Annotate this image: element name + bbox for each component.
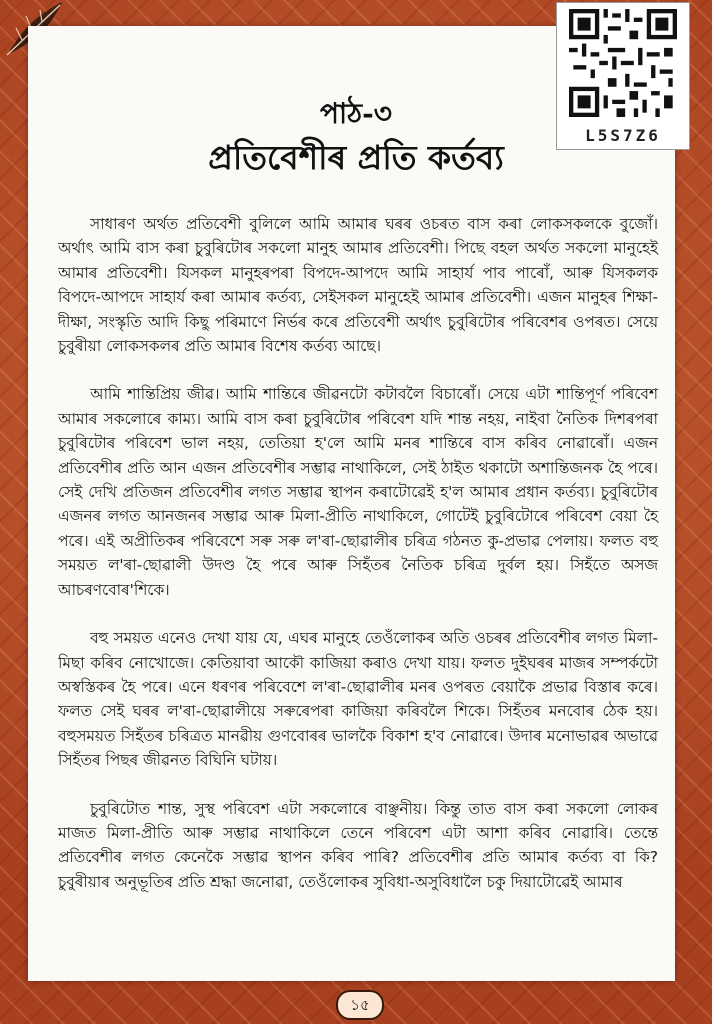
page-number: ১৫: [336, 990, 384, 1020]
paragraph: চুবুৰিটোত শান্ত, সুস্থ পৰিবেশ এটা সকলোৰে বাঞ্ছনীয়। কিন্তু তাত বাস কৰা সকলো লোকৰ মাজত মিলা-প্ৰীতি আৰু সম্ভাৱ নাথাকিলে তেনে পৰিবেশ এটা আশা কৰিব নোৱাৰি। তেন্তে প্ৰতিবেশীৰ লগত কেনেকৈ সম্ভাৱ স্থাপন কৰিব পাৰি? প্ৰতিবেশীৰ প্ৰতি আমাৰ কৰ্তব্য বা কি? চুবুৰীয়াৰ অনুভূতিৰ প্ৰতি শ্ৰদ্ধা জনোৱা, তেওঁলোকৰ সুবিধা-অসুবিধালৈ চকু দিয়াটোৱেই আমাৰ: [58, 799, 658, 891]
page-title: প্ৰতিবেশীৰ প্ৰতি কৰ্তব্য: [208, 138, 504, 177]
body-text: [58, 212, 658, 918]
lesson-label: পাঠ-৩: [320, 97, 392, 130]
paragraph: সাধাৰণ অৰ্থত প্ৰতিবেশী বুলিলে আমি আমাৰ ঘৰৰ ওচৰত বাস কৰা লোকসকলকে বুজোঁ। অৰ্থাৎ আমি বাস কৰা চুবুৰিটোৰ সকলো মানুহ আমাৰ প্ৰতিবেশী। পিছে বহল অৰ্থত সকলো মানুহেই আমাৰ প্ৰতিবেশী। যিসকল মানুহৰপৰা বিপদে-আপদে আমি সাহাৰ্য পাব পাৰোঁ, আৰু যিসকলক বিপদে-আপদে সাহাৰ্য কৰা আমাৰ কৰ্তব্য, সেইসকল মানুহেই আমাৰ প্ৰতিবেশী। এজন মানুহৰ শিক্ষা-দীক্ষা, সংস্কৃতি আদি কিছু পৰিমাণে নিৰ্ভৰ কৰে প্ৰতিবেশী অৰ্থাৎ চুবুৰিটোৰ পৰিবেশৰ ওপৰত। সেয়ে চুবুৰীয়া লোকসকলৰ প্ৰতি আমাৰ বিশেষ কৰ্তব্য আছে।: [58, 215, 658, 356]
paragraph: আমি শান্তিপ্ৰিয় জীৱ। আমি শান্তিৰে জীৱনটো কটাবলৈ বিচাৰোঁ। সেয়ে এটা শান্তিপূৰ্ণ পৰিবেশ আমাৰ সকলোৰে কাম্য। আমি বাস কৰা চুবুৰিটোৰ পৰিবেশ যদি শান্ত নহয়, নাইবা নৈতিক দিশৰপৰা চুবুৰিটোৰ পৰিবেশ ভাল নহয়, তেতিয়া হ'লে আমি মনৰ শান্তিৰে বাস কৰিব নোৱাৰোঁ। এজন প্ৰতিবেশীৰ প্ৰতি আন এজন প্ৰতিবেশীৰ সম্ভাৱ নাথাকিলে, সেই ঠাইত থকাটো অশান্তিজনক হৈ পৰে। সেই দেখি প্ৰতিজন প্ৰতিবেশীৰ লগত সম্ভাৱ স্থাপন কৰাটোৱেই হ'ল আমাৰ প্ৰধান কৰ্তব্য। চুবুৰিটোৰ এজনৰ লগত আনজনৰ সম্ভাৱ আৰু মিলা-প্ৰীতি নাথাকিলে, গোটেই চুবুৰিটোৰে পৰিবেশ বেয়া হৈ পৰে। এই অপ্ৰীতিকৰ পৰিবেশে সৰু সৰু ল'ৰা-ছোৱালীৰ চৰিত্ৰ গঠনত কু-প্ৰভাৱ পেলায়। ফলত বহু সময়ত ল'ৰা-ছোৱালী উদণ্ড হৈ পৰে আৰু সিহঁতৰ নৈতিক চৰিত্ৰ দুৰ্বল হয়। সিহঁতে অসজ আচৰণবোৰ'শিকে।: [58, 385, 658, 599]
qr-code-label: L5S7Z6: [585, 126, 661, 145]
paragraph: বহু সময়ত এনেও দেখা যায় যে, এঘৰ মানুহে তেওঁলোকৰ অতি ওচৰৰ প্ৰতিবেশীৰ লগত মিলা-মিছা কৰিব নোখোজে। কেতিয়াবা আকৌ কাজিয়া কৰাও দেখা যায়। ফলত দুইঘৰৰ মাজৰ সম্পৰ্কটো অস্বস্তিকৰ হৈ পৰে। এনে ধৰণৰ পৰিবেশে ল'ৰা-ছোৱালীৰ মনৰ ওপৰত বেয়াকৈ প্ৰভাৱ বিস্তাৰ কৰে। ফলত সেই ঘৰৰ ল'ৰা-ছোৱালীয়ে সৰুৰেপৰা কাজিয়া কৰিবলৈ শিকে। সিহঁতৰ মনবোৰ ঠেক হয়। বহুসময়ত সিহঁতৰ চৰিত্ৰত মানৱীয় গুণবোৰৰ ভালকৈ বিকাশ হ'ব নোৱাৰে। উদাৰ মনোভাৱৰ অভাৱে সিহঁতৰ পিছৰ জীৱনত বিঘিনি ঘটায়।: [58, 629, 658, 770]
